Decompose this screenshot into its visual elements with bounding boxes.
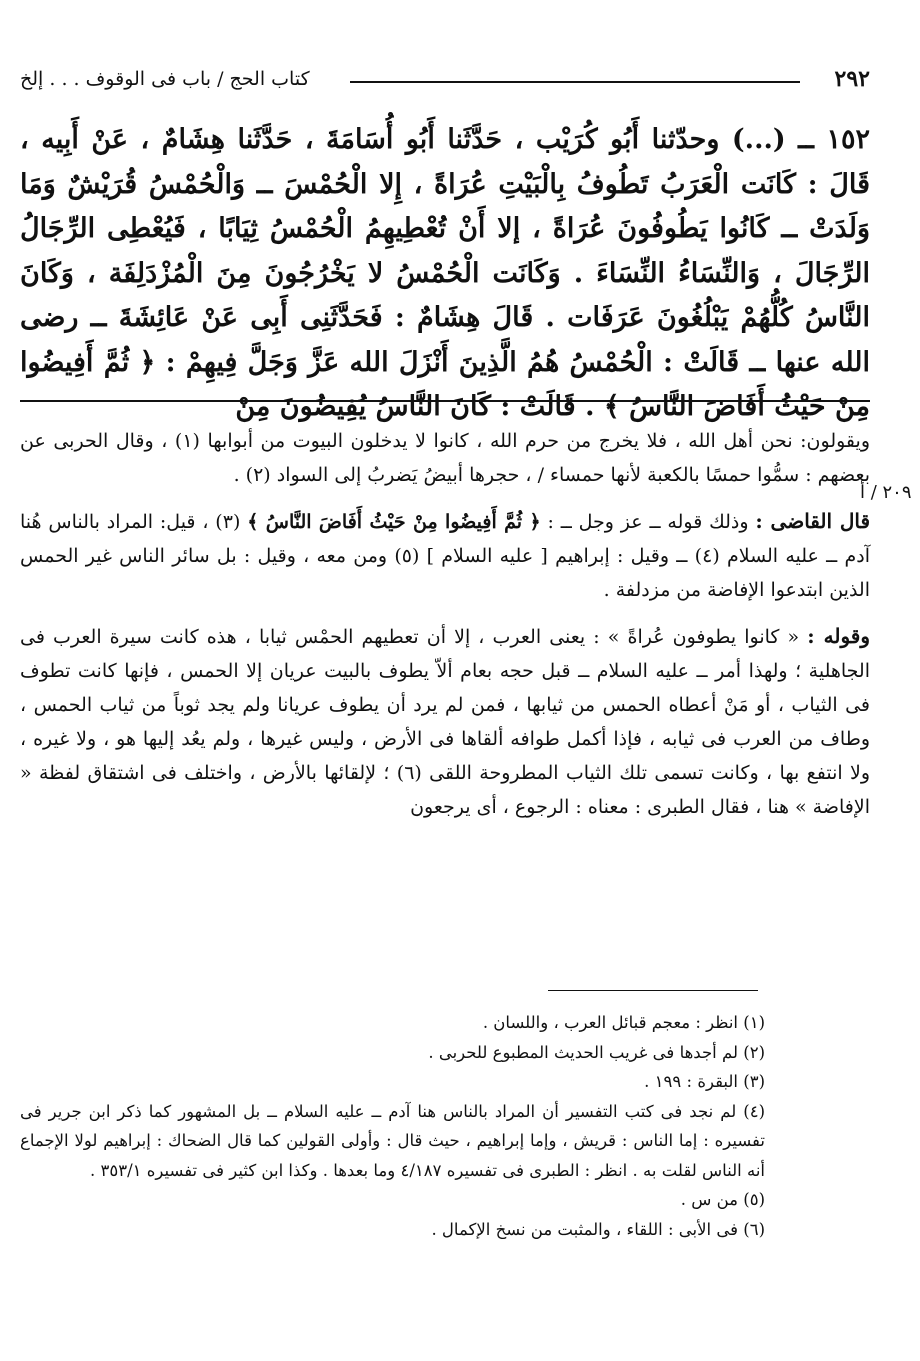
footnote-rule (548, 990, 758, 991)
footnote: (٦) فى الأبى : اللقاء ، والمثبت من نسخ الإكمال . (431, 1219, 765, 1239)
commentary-paragraph-3 (20, 619, 870, 824)
commentary-text: (٣) ، قيل: المراد بالناس هُنا آدم ــ عليه السلام (٤) ــ وقيل : إبراهيم [ عليه السلام ] (٥) ومن معه ، وقيل : بل سائر الناس غير الحمس الذين ابتدعوا الإفاضة من مزدلفة . (20, 511, 870, 601)
footnotes (20, 1008, 765, 1244)
footnote: (٤) لم نجد فى كتب التفسير أن المراد بالناس هنا آدم ــ عليه السلام ــ بل المشهور كما ذكر ابن جرير فى تفسيره : إما الناس : قريش ، وإما إبراهيم ، حيث قال : وأولى القولين كما قال الضحاك : إبراهيم لولا الإجماع أنه الناس لقلت به . انظر : الطبرى فى تفسيره ٤/١٨٧ وما بعدها . وكذا ابن كثير فى تفسيره ٣٥٣/١ . (20, 1101, 765, 1180)
section-divider (20, 400, 870, 402)
quote-heading: وقوله : (807, 624, 871, 648)
commentary-text: « كانوا يطوفون عُراةً » : يعنى العرب ، إلا أن تعطيهم الحمْس ثيابا ، هذه كانت سيرة العرب فى الجاهلية ؛ ولهذا أمر ــ عليه السلام ــ قبل حجه بعام ألاّ يطوف بالبيت عريان إلا الحمس ، فإنها كانت تطوف فى الثياب ، أو مَنْ أعطاه الحمس من ثيابها ، فمن لم يرد أن يطوف عريانا ولم يجد ثوباً من ثياب الحمس ، وطاف من العرب فى ثيابه ، فإذا أكمل طوافه ألقاها فى الأرض ، وليس غيرها ، ولم يعُد إليها هو ، ولا غيره ، ولا انتفع بها ، وكانت تسمى تلك الثياب المطروحة اللقى (٦) ؛ لإلقائها بالأرض ، واختلف فى اشتقاق لفظة « الإفاضة » هنا ، فقال الطبرى : معناه : الرجوع ، أى يرجعون (20, 626, 870, 818)
page-number: ٢٩٢ (834, 66, 870, 92)
footnote: (١) انظر : معجم قبائل العرب ، واللسان . (482, 1013, 765, 1032)
commentary-text: وذلك قوله ــ عز وجل ــ : (540, 511, 756, 533)
running-title: كتاب الحج / باب فى الوقوف . . . إلخ (20, 68, 310, 90)
quran-verse: ﴿ ثُمَّ أَفِيضُوا مِنْ حَيْثُ أَفَاضَ النَّاسُ ﴾ (247, 511, 541, 533)
footnote: (٢) لم أجدها فى غريب الحديث المطبوع للحربى . (428, 1042, 765, 1062)
commentary (20, 424, 870, 836)
page-header (20, 60, 870, 100)
header-rule (350, 81, 800, 83)
commentary-paragraph-1: ويقولون: نحن أهل الله ، فلا يخرج من حرم الله ، كانوا لا يدخلون البيوت من أبوابها (١) ، وقال الحربى عن بعضهم : سمُّوا حمسًا بالكعبة لأنها حمساء / ، حجرها أبيضُ يَضربُ إلى السواد (٢) . (20, 430, 870, 486)
footnote: (٥) من س . (680, 1190, 765, 1209)
hadith-text: ١٥٢ ــ (...) وحدّثنا أَبُو كُرَيْب ، حَدَّثَنا أَبُو أُسَامَةَ ، حَدَّثَنا هِشَامٌ ، عَنْ أَبِيه ، قَالَ : كَانَت الْعَرَبُ تَطُوفُ بِالْبَيْتِ عُرَاةً ، إِلا الْحُمْسَ ــ وَالْحُمْسُ قُرَيْشٌ وَمَا وَلَدَتْ ــ كَانُوا يَطُوفُونَ عُرَاةً ، إلا أَنْ تُعْطِيهِمُ الْحُمْسُ ثِيَابًا ، فَيُعْطِى الرِّجَالُ الرِّجَالَ ، وَالنِّسَاءُ النِّسَاءَ . وَكَانَت الْحُمْسُ لا يَخْرُجُونَ مِنَ الْمُزْدَلِفَة ، وَكَانَ النَّاسُ كُلُّهُمْ يَبْلُغُونَ عَرَفَات . قَالَ هِشَامٌ : فَحَدَّثَنِى أَبِى عَنْ عَائِشَةَ ــ رضى الله عنها ــ قَالَتْ : الْحُمْسُ هُمُ الَّذِينَ أَنْزَلَ الله عَزَّ وَجَلَّ فِيهِمْ : ﴿ ثُمَّ أَفِيضُوا مِنْ حَيْثُ أَفَاضَ النَّاسُ ﴾ . قَالَتْ : كَانَ النَّاسُ يُفِيضُونَ مِنْ (20, 124, 871, 422)
qadi-heading: قال القاضى : (755, 509, 871, 533)
footnote: (٣) البقرة : ١٩٩ . (644, 1072, 765, 1091)
manuscript-folio-marker: ٢٠٩ / أ (860, 482, 912, 503)
commentary-paragraph-2 (20, 504, 870, 607)
